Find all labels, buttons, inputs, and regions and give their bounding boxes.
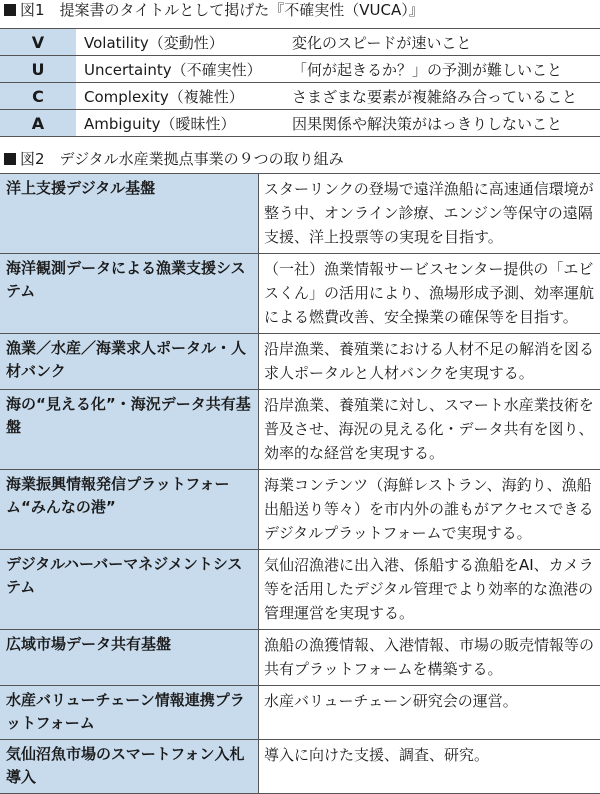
table-row (0, 390, 600, 470)
initiative-description: 沿岸漁業、養殖業に対し、スマート水産業技術を普及させ、海況の見える化・データ共有を図り、効率的な経営を実現する。 (259, 390, 600, 470)
vuca-table (0, 28, 600, 137)
vuca-letter: U (0, 56, 76, 83)
initiative-name: 漁業／水産／海業求人ポータル・人材バンク (0, 334, 259, 390)
initiative-description: 海業コンテンツ（海鮮レストラン、海釣り、漁船出船送り等々）を市内外の誰もがアクセスできるデジタルプラットフォームで実現する。 (259, 470, 600, 550)
initiative-name: 広域市場データ共有基盤 (0, 630, 259, 686)
table-row (0, 254, 600, 334)
table-row (0, 174, 600, 254)
vuca-description: 変化のスピードが速いこと (282, 29, 600, 56)
initiatives-table (0, 173, 600, 794)
vuca-term: Complexity（複雑性） (76, 83, 282, 110)
vuca-term: Uncertainty（不確実性） (76, 56, 282, 83)
initiative-description: スターリンクの登場で遠洋漁船に高速通信環境が整う中、オンライン診療、エンジン等保守の遠隔支援、洋上投票等の実現を目指す。 (259, 174, 600, 254)
initiative-name: 洋上支援デジタル基盤 (0, 174, 259, 254)
figure2-title-text: 図2 デジタル水産業拠点事業の９つの取り組み (20, 150, 344, 168)
vuca-description: 「何が起きるか？」の予測が難しいこと (282, 56, 600, 83)
initiative-name: 水産バリューチェーン情報連携プラットフォーム (0, 686, 259, 740)
vuca-letter: V (0, 29, 76, 56)
initiative-name: 海洋観測データによる漁業支援システム (0, 254, 259, 334)
table-row (0, 334, 600, 390)
initiative-description: 漁船の漁獲情報、入港情報、市場の販売情報等の共有プラットフォームを構築する。 (259, 630, 600, 686)
vuca-description: 因果関係や解決策がはっきりしないこと (282, 110, 600, 137)
initiative-name: 海業振興情報発信プラットフォーム“みんなの港” (0, 470, 259, 550)
initiative-description: 沿岸漁業、養殖業における人材不足の解消を図る求人ポータルと人材バンクを実現する。 (259, 334, 600, 390)
initiative-name: 気仙沼魚市場のスマートフォン入札導入 (0, 740, 259, 794)
vuca-term: Volatility（変動性） (76, 29, 282, 56)
initiative-description: 導入に向けた支援、調査、研究。 (259, 740, 600, 794)
vuca-letter: A (0, 110, 76, 137)
initiative-description: 水産バリューチェーン研究会の運営。 (259, 686, 600, 740)
square-bullet-icon (4, 153, 16, 165)
table-row (0, 740, 600, 794)
table-row (0, 686, 600, 740)
table-row (0, 29, 600, 56)
figure1-title-text: 図1 提案書のタイトルとして掲げた『不確実性（VUCA）』 (20, 1, 424, 19)
square-bullet-icon (4, 4, 16, 16)
table-row (0, 550, 600, 630)
vuca-letter: C (0, 83, 76, 110)
initiative-name: 海の“見える化”・海況データ共有基盤 (0, 390, 259, 470)
figure2-title (0, 149, 600, 169)
figure1-title (0, 0, 600, 20)
table-row (0, 83, 600, 110)
table-row (0, 630, 600, 686)
vuca-term: Ambiguity（曖昧性） (76, 110, 282, 137)
table-row (0, 470, 600, 550)
table-row (0, 110, 600, 137)
initiative-name: デジタルハーバーマネジメントシステム (0, 550, 259, 630)
table-row (0, 56, 600, 83)
vuca-description: さまざまな要素が複雑絡み合っていること (282, 83, 600, 110)
initiative-description: （一社）漁業情報サービスセンター提供の「エビスくん」の活用により、漁場形成予測、効率運航による燃費改善、安全操業の確保等を目指す。 (259, 254, 600, 334)
initiative-description: 気仙沼漁港に出入港、係船する漁船をAI、カメラ等を活用したデジタル管理でより効率的な漁港の管理運営を実現する。 (259, 550, 600, 630)
